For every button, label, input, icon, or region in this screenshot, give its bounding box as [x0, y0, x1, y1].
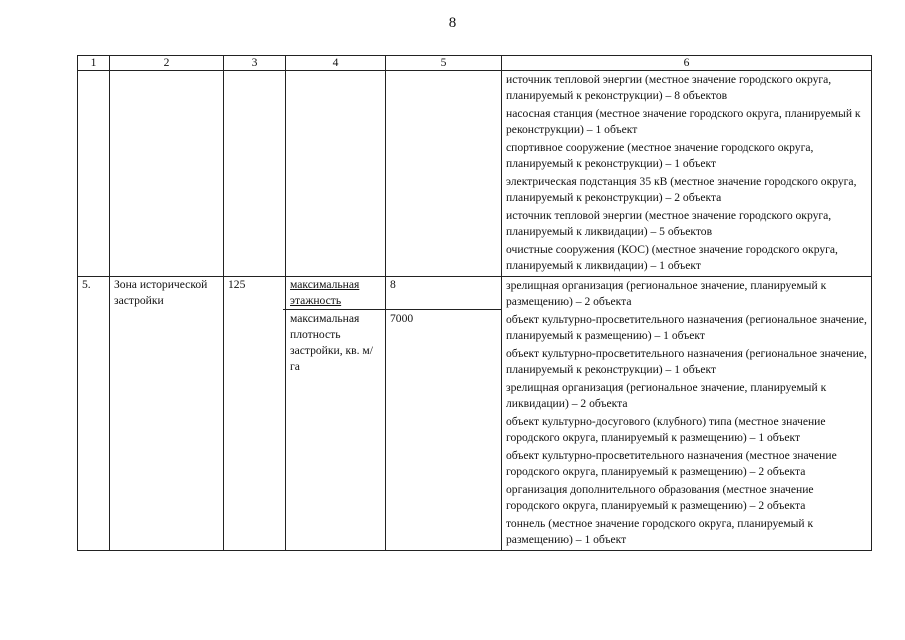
object-item: зрелищная организация (региональное значение, планируемый к размещению) – 2 объекта: [506, 279, 827, 308]
object-item: очистные сооружения (КОС) (местное значение городского округа, планируемый к ликвидации) – 1 объект: [506, 243, 838, 272]
object-item: источник тепловой энергии (местное значение городского округа, планируемый к ликвидации) – 5 объектов: [506, 209, 832, 238]
param-max-density: максимальная плотность застройки, кв. м/ га: [290, 312, 373, 373]
zones-table: [77, 55, 872, 551]
zone-code: 125: [224, 277, 286, 551]
cell-values: [386, 277, 502, 551]
object-item: электрическая подстанция 35 кВ (местное значение городского округа, планируемый к реконструкции) – 2 объекта: [506, 175, 857, 204]
column-header: 3: [224, 56, 286, 71]
object-item: насосная станция (местное значение городского округа, планируемый к реконструкции) – 1 объект: [506, 107, 861, 136]
cell-objects: [502, 71, 872, 277]
cell-code: [224, 71, 286, 277]
object-item: объект культурно-просветительного назначения (региональное значение, планируемый к реконструкции) – 1 объект: [506, 347, 867, 376]
column-header: 2: [110, 56, 224, 71]
cell-zone: [110, 71, 224, 277]
object-item: объект культурно-просветительного назначения (региональное значение, планируемый к размещению) – 1 объект: [506, 313, 867, 342]
table-header-row: [78, 56, 872, 71]
cell-value: [386, 71, 502, 277]
row-number: 5.: [78, 277, 110, 551]
object-item: объект культурно-просветительного назначения (местное значение городского округа, планируемый к размещению) – 2 объекта: [506, 449, 837, 478]
table-row-5: [78, 277, 872, 551]
zone-name: Зона исторической застройки: [110, 277, 224, 551]
object-item: объект культурно-досугового (клубного) типа (местное значение городского округа, планируемый к размещению) – 1 объект: [506, 415, 826, 444]
object-item: тоннель (местное значение городского округа, планируемый к размещению) – 1 объект: [506, 517, 814, 546]
column-header: 1: [78, 56, 110, 71]
object-item: источник тепловой энергии (местное значение городского округа, планируемый к реконструкции) – 8 объектов: [506, 73, 832, 102]
table-row-continued: [78, 71, 872, 277]
cell-params: [286, 277, 386, 551]
object-item: организация дополнительного образования (местное значение городского округа, планируемый к размещению) – 2 объекта: [506, 483, 814, 512]
object-item: спортивное сооружение (местное значение городского округа, планируемый к реконструкции) – 1 объект: [506, 141, 814, 170]
column-header: 5: [386, 56, 502, 71]
cell-param: [286, 71, 386, 277]
column-header: 6: [502, 56, 872, 71]
cell-objects: [502, 277, 872, 551]
param-max-floors: максимальная этажность: [283, 277, 385, 310]
column-header: 4: [286, 56, 386, 71]
value-max-floors: 8: [383, 277, 501, 310]
object-item: зрелищная организация (региональное значение, планируемый к ликвидации) – 2 объекта: [506, 381, 827, 410]
value-max-density: 7000: [390, 312, 414, 325]
page-number: 8: [448, 15, 457, 31]
cell-num: [78, 71, 110, 277]
